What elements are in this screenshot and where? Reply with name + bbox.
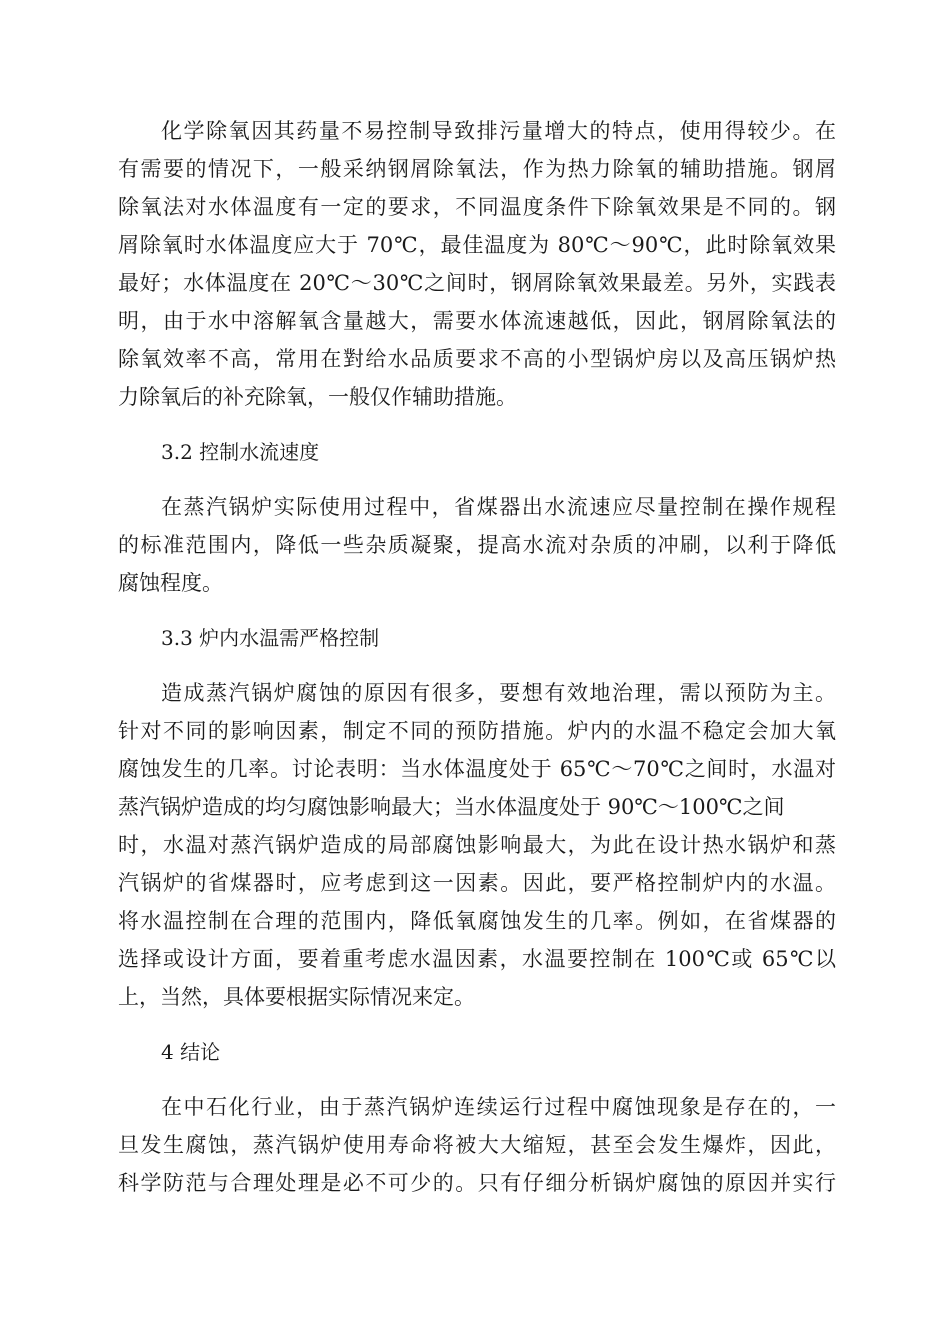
paragraph-line: 针对不同的影响因素，制定不同的预防措施。炉内的水温不稳定会加大氧 [118,719,836,743]
paragraph-line: 有需要的情况下，一般采纳钢屑除氧法，作为热力除氧的辅助措施。钢屑 [118,157,836,181]
paragraph-line: 除氧效率不高，常用在對给水品质要求不高的小型锅炉房以及高压锅炉热 [118,347,836,371]
paragraph-line: 腐蚀程度。 [118,571,223,595]
paragraph-line: 的标准范围内，降低一些杂质凝聚，提高水流对杂质的冲刷，以利于降低 [118,533,836,557]
paragraph-conclusion [118,1088,836,1202]
paragraph-chemical-deoxygenation [118,112,836,416]
paragraph-water-temperature [118,674,836,1016]
paragraph-line: 屑除氧时水体温度应大于 70℃，最佳温度为 80℃～90℃，此时除氧效果 [118,233,836,257]
document-page [118,112,836,1219]
paragraph-line: 选择或设计方面，要着重考虑水温因素，水温要控制在 100℃或 65℃以 [118,947,836,971]
paragraph-line: 将水温控制在合理的范围内，降低氧腐蚀发生的几率。例如，在省煤器的 [118,909,836,933]
paragraph-line: 在蒸汽锅炉实际使用过程中，省煤器出水流速应尽量控制在操作规程 [161,495,836,519]
paragraph-line: 除氧法对水体温度有一定的要求，不同温度条件下除氧效果是不同的。钢 [118,195,836,219]
paragraph-line: 时，水温对蒸汽锅炉造成的局部腐蚀影响最大，为此在设计热水锅炉和蒸 [118,833,836,857]
section-heading-4: 4 结论 [161,1040,221,1064]
paragraph-line: 在中石化行业，由于蒸汽锅炉连续运行过程中腐蚀现象是存在的，一 [161,1095,836,1119]
paragraph-line: 化学除氧因其药量不易控制导致排污量增大的特点，使用得较少。在 [161,119,836,143]
paragraph-line: 最好；水体温度在 20℃～30℃之间时，钢屑除氧效果最差。另外，实践表 [118,271,836,295]
section-heading-3-3: 3.3 炉内水温需严格控制 [161,626,380,650]
paragraph-line: 明，由于水中溶解氧含量越大，需要水体流速越低，因此，钢屑除氧法的 [118,309,836,333]
paragraph-line: 力除氧后的补充除氧，一般仅作辅助措施。 [118,385,517,409]
paragraph-line: 上，当然，具体要根据实际情况来定。 [118,985,475,1009]
section-heading-3-2: 3.2 控制水流速度 [161,440,320,464]
paragraph-line: 造成蒸汽锅炉腐蚀的原因有很多，要想有效地治理，需以预防为主。 [161,681,836,705]
paragraph-line: 汽锅炉的省煤器时，应考虑到这一因素。因此，要严格控制炉内的水温。 [118,871,836,895]
paragraph-water-flow [118,488,836,602]
paragraph-line: 科学防范与合理处理是必不可少的。只有仔细分析锅炉腐蚀的原因并实行 [118,1171,836,1195]
paragraph-line: 蒸汽锅炉造成的均匀腐蚀影响最大；当水体温度处于 90℃～100℃之间 [118,795,785,819]
paragraph-line: 腐蚀发生的几率。讨论表明：当水体温度处于 65℃～70℃之间时，水温对 [118,757,836,781]
paragraph-line: 旦发生腐蚀，蒸汽锅炉使用寿命将被大大缩短，甚至会发生爆炸，因此， [118,1133,836,1157]
